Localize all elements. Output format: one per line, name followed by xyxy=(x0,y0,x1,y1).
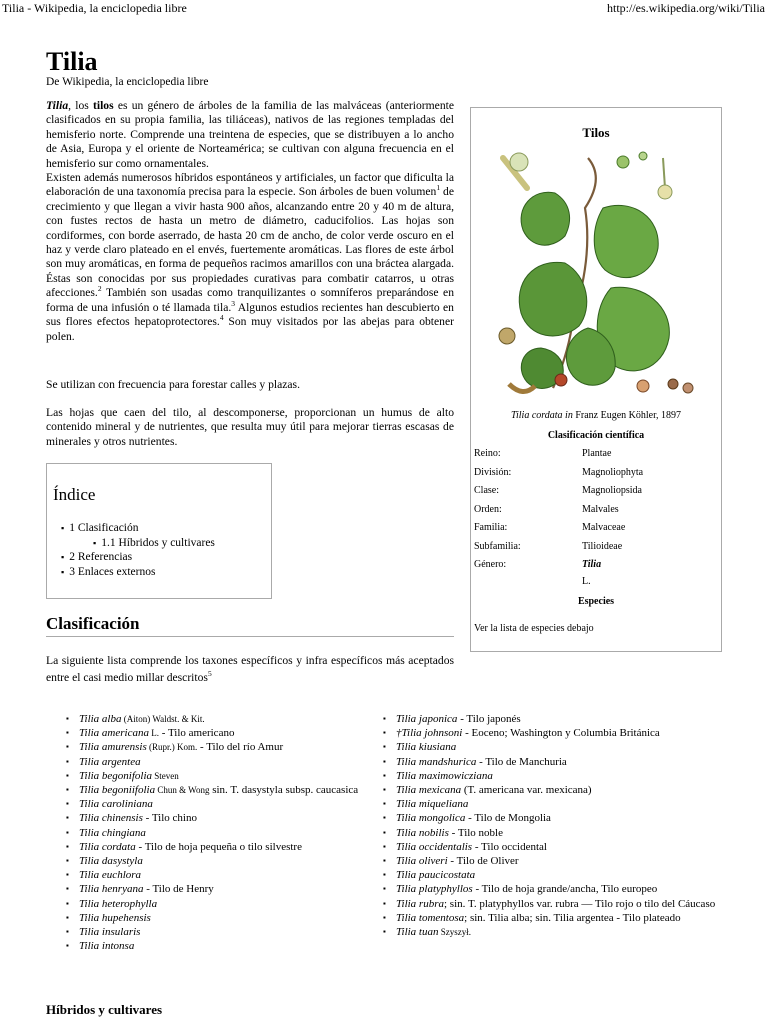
species-item xyxy=(66,897,368,911)
reference-link[interactable]: 2 xyxy=(97,284,102,294)
species-name-link[interactable]: Tilia tuan xyxy=(396,926,439,939)
species-name-link[interactable]: Tilia mexicana xyxy=(396,784,462,797)
species-common-name: - Tilo occidental xyxy=(472,840,547,853)
species-item xyxy=(66,726,368,740)
species-name-link[interactable]: †Tilia johnsoni xyxy=(396,727,463,740)
species-author: (Aiton) Waldst. & Kit. xyxy=(121,714,205,724)
species-name-link[interactable]: Tilia begoniifolia xyxy=(79,784,156,797)
toc-list xyxy=(61,521,215,579)
species-name-link[interactable]: Tilia tomentosa xyxy=(396,911,465,924)
species-common-name: - Tilo de hoja grande/ancha, Tilo europeo xyxy=(472,883,658,896)
species-common-name: - Tilo japonés xyxy=(457,713,521,725)
species-common-name: - Tilo de hoja pequeña o tilo silvestre xyxy=(135,840,302,853)
species-name-link[interactable]: Tilia maximowicziana xyxy=(396,769,493,782)
species-common-name: - Tilo noble xyxy=(448,826,503,839)
species-common-name: ; sin. T. platyphyllos var. rubra — Tilo rojo o tilo del Cáucaso xyxy=(444,897,716,910)
species-name-link[interactable]: Tilia insularis xyxy=(79,926,141,939)
species-common-name: - Tilo americano xyxy=(158,727,235,740)
species-name-link[interactable]: Tilia mandshurica xyxy=(396,755,477,768)
page-subtitle: De Wikipedia, la enciclopedia libre xyxy=(46,76,209,88)
page-header-url: http://es.wikipedia.org/wiki/Tilia xyxy=(606,1,765,15)
species-author: Szyszył. xyxy=(438,927,471,938)
species-item xyxy=(383,868,723,882)
species-item xyxy=(383,840,723,854)
species-item xyxy=(383,755,723,769)
species-name-link[interactable]: Tilia platyphyllos xyxy=(396,883,473,896)
toc-item-clasificacion[interactable]: ▪ 1 Clasificación xyxy=(61,521,215,536)
taxobox-title: Tilos xyxy=(582,125,610,140)
species-common-name: - Tilo del río Amur xyxy=(197,741,284,754)
species-item xyxy=(66,868,368,882)
species-name-link[interactable]: Tilia rubra xyxy=(396,897,444,910)
species-item xyxy=(66,769,368,783)
taxobox-species-text: Ver la lista de especies debajo xyxy=(474,623,594,634)
species-author: Chun & Wong xyxy=(155,785,210,796)
species-item xyxy=(383,826,723,840)
species-name-link[interactable]: Tilia chingiana xyxy=(79,826,146,839)
tilia-illustration[interactable] xyxy=(493,148,701,400)
species-item xyxy=(66,740,368,754)
intro-genus: Tilia xyxy=(46,99,69,112)
species-item xyxy=(66,882,368,896)
species-name-link[interactable]: Tilia amurensis xyxy=(79,741,147,754)
species-item xyxy=(66,925,368,939)
species-name-link[interactable]: Tilia japonica xyxy=(396,713,458,725)
species-name-link[interactable]: Tilia kiusiana xyxy=(396,741,457,754)
species-common-name: - Eoceno; Washington y Columbia Británica xyxy=(462,727,660,740)
species-item xyxy=(66,797,368,811)
species-item xyxy=(383,897,723,911)
clasificacion-paragraph: La siguiente lista comprende los taxones específicos y infra específicos más aceptados entre el casi medio millar descritos$^5$ xyxy=(46,654,454,684)
paragraph-streets: Se utilizan con frecuencia para forestar calles y plazas. xyxy=(46,378,300,391)
toc-item-referencias[interactable]: ▪ 2 Referencias xyxy=(61,550,215,565)
species-common-name: - Tilo chino xyxy=(142,812,197,825)
species-name-link[interactable]: Tilia miqueliana xyxy=(396,798,469,811)
intro-common-name: tilos xyxy=(93,99,114,112)
species-item xyxy=(66,783,368,797)
species-item xyxy=(66,911,368,925)
taxobox-species-heading: Especies xyxy=(577,596,615,607)
species-item xyxy=(66,755,368,769)
species-list-left xyxy=(66,712,368,953)
taxobox-genus-author: L. xyxy=(582,576,591,587)
reference-link[interactable]: 4 xyxy=(219,313,224,323)
species-item xyxy=(66,939,368,953)
species-list-right xyxy=(383,712,723,939)
species-item xyxy=(383,712,723,726)
species-name-link[interactable]: Tilia caroliniana xyxy=(79,798,153,811)
species-name-link[interactable]: Tilia alba xyxy=(79,713,122,725)
taxobox-classification-heading: Clasificación científica xyxy=(547,430,645,441)
species-author: Steven xyxy=(152,770,179,781)
species-common-name: - Tilo de Henry xyxy=(143,883,214,896)
species-item xyxy=(66,712,368,726)
species-name-link[interactable]: Tilia occidentalis xyxy=(396,840,473,853)
species-common-name: sin. T. dasystyla subsp. caucasica xyxy=(209,784,359,797)
species-name-link[interactable]: Tilia chinensis xyxy=(79,812,143,825)
section-heading-clasificacion: Clasificación xyxy=(46,614,454,637)
page-header-title: Tilia - Wikipedia, la enciclopedia libre xyxy=(2,1,187,15)
species-item xyxy=(383,740,723,754)
species-name-link[interactable]: Tilia intonsa xyxy=(79,940,135,953)
toc-item-enlaces[interactable]: ▪ 3 Enlaces externos xyxy=(61,565,215,580)
species-name-link[interactable]: Tilia oliveri xyxy=(396,855,448,868)
species-author: (Rupr.) Kom. xyxy=(146,742,198,753)
reference-link[interactable]: 1 xyxy=(436,183,441,193)
species-name-link[interactable]: Tilia begonifolia xyxy=(79,769,153,782)
species-author: L. xyxy=(148,728,159,739)
species-common-name: ; sin. Tilia alba; sin. Tilia argentea - Tilo plateado xyxy=(464,911,681,924)
species-common-name: - Tilo de Manchuria xyxy=(476,755,567,768)
intro-paragraph: Tilia, los tilos es un género de árboles de la familia de las malváceas (anteriormente clasificados en su propia familia, las tiliáceas), nativos de las regiones templadas del hemisferio norte. Comprende una treintena de especies, que se distribuyen a lo ancho de Asia, Europa y el oriente de Norteamérica; se cultivan con alguna frecuencia en el hemisferio sur como ornamentales. Existen además numerosos híbridos espontáneos y artificiales, un factor que dificulta la elaboración de una taxonomía precisa para la especie. Son árboles de buen volumen$^1$ de crecimiento y que llegan a vivir hasta 900 años, alcanzando entre 20 y 40 m de altura, con fustes rectos de hasta un metro de diámetro, caducifolios. Las hojas son cordiformes, con borde aserrado, de hasta 20 cm de ancho, de color verde oscuro en el haz y verde claro plateado en el envés, fuertemente aromáticas. Las flores de este árbol son muy aromáticas, en forma de pequeños racimos amarillos con una bráctea alargada. Éstas son conocidas por sus propiedades curativas para combatir catarros, u otras afecciones.$^2$ También son usadas como tranquilizantes o somníferos preparándose en forma de una infusión o té llamada tila.$^3$ Algunos estudios recientes han descubierto en sus flores efectos hepatoprotectores.$^4$ Son muy visitados por las abejas para obtener polen. xyxy=(46,99,454,343)
section-heading-hibridos: Híbridos y cultivares xyxy=(46,1002,163,1017)
species-name-link[interactable]: Tilia nobilis xyxy=(396,826,449,839)
species-item xyxy=(383,811,723,825)
species-item xyxy=(66,854,368,868)
species-common-name: (T. americana var. mexicana) xyxy=(461,784,592,797)
species-name-link[interactable]: Tilia hupehensis xyxy=(79,911,151,924)
species-item xyxy=(383,925,723,939)
species-name-link[interactable]: Tilia dasystyla xyxy=(79,855,143,868)
toc-item-hibridos[interactable]: ▪ 1.1 Híbridos y cultivares xyxy=(61,536,215,551)
toc-title: Índice xyxy=(53,485,96,504)
taxobox: Tilos Tilia cordata in Franz Eugen Köhler, 1897 Clasificación científica Reino: Plantae División: Magnoliophyta Clase: Magnoliopsida Orden: Malvales Familia: Malvaceae Subfamilia: Tilioideae Género: Tilia L. Especies Ver la lista de especies debajo xyxy=(470,107,722,652)
paragraph-humus: Las hojas que caen del tilo, al descomponerse, proporcionan un humus de alto contenido mineral y de nutrientes, que resulta muy útil para mejorar tierras escasas de minerales y otros nutrientes. xyxy=(46,406,454,448)
species-name-link[interactable]: Tilia cordata xyxy=(79,840,136,853)
reference-link[interactable]: 5 xyxy=(207,669,212,679)
species-item xyxy=(66,840,368,854)
taxobox-genus: Tilia xyxy=(582,559,602,570)
taxobox-caption: Tilia cordata in Franz Eugen Köhler, 1897 xyxy=(510,410,682,421)
species-name-link[interactable]: Tilia americana xyxy=(79,727,149,740)
species-name-link[interactable]: Tilia paucicostata xyxy=(396,869,476,882)
species-item xyxy=(66,826,368,840)
species-common-name: - Tilo de Oliver xyxy=(447,855,519,868)
species-name-link[interactable]: Tilia argentea xyxy=(79,755,141,768)
species-item xyxy=(383,769,723,783)
species-item xyxy=(383,854,723,868)
species-item xyxy=(383,882,723,896)
species-item xyxy=(383,911,723,925)
species-item xyxy=(383,797,723,811)
species-name-link[interactable]: Tilia henryana xyxy=(79,883,144,896)
species-item xyxy=(383,783,723,797)
page-title: Tilia xyxy=(46,47,98,76)
species-name-link[interactable]: Tilia euchlora xyxy=(79,869,142,882)
species-item xyxy=(66,811,368,825)
print-header xyxy=(0,0,768,16)
table-of-contents xyxy=(46,463,272,599)
species-name-link[interactable]: Tilia heterophylla xyxy=(79,897,158,910)
species-common-name: - Tilo de Mongolia xyxy=(465,812,551,825)
reference-link[interactable]: 3 xyxy=(231,298,236,308)
species-name-link[interactable]: Tilia mongolica xyxy=(396,812,466,825)
species-item xyxy=(383,726,723,740)
